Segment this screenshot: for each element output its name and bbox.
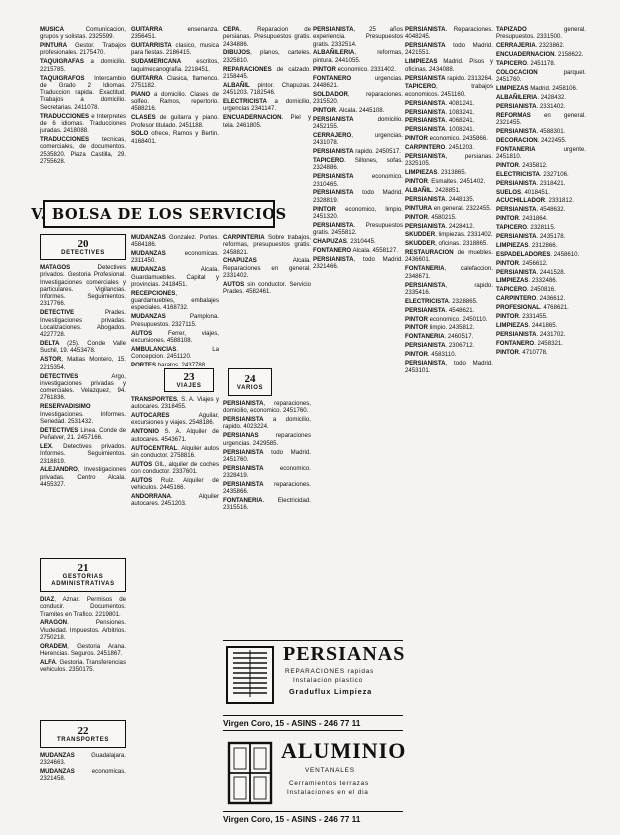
section-label: GESTORIAS ADMINISTRATIVAS xyxy=(51,574,115,587)
classified-ad: CERRAJERO, urgencias. 2431078. xyxy=(313,132,403,147)
classified-ad: SOLO ofrece, Ramos y Bertin. 4168401. xyxy=(131,130,219,145)
classified-ad: TAPICERO. 2450816. xyxy=(496,286,556,294)
column-2-viajes xyxy=(131,396,219,816)
classified-ad: ELECTRICISTA. 2328865. xyxy=(405,297,478,305)
classified-ad: FONTANERIA. 2460517. xyxy=(405,333,474,341)
classified-ad: PERSIANISTA. 4548632. xyxy=(496,206,566,214)
classified-ad: PINTURA en general. 2322455. xyxy=(405,204,492,212)
classified-ad: FONTANERIA urgente. 2451810. xyxy=(496,145,586,160)
classified-ad: GUITARRISTA clasico, musica para fiestas. 2186415. xyxy=(131,42,219,57)
classified-ad: FONTANERO Alcala. 4558127. xyxy=(313,246,398,254)
section-number: 22 xyxy=(77,724,89,737)
classified-ad: PERSIANISTA domicilio. 2452155. xyxy=(313,115,403,131)
classified-ad: GUITARRA Clasica, flamenco. 2751182. xyxy=(131,74,219,89)
ad-aluminio-line-2: Cerramientos terrazas xyxy=(289,780,370,787)
classified-ad: PERSIANISTA. Reparaciones. 4048245. xyxy=(405,26,493,41)
classified-ad: TRANSPORTES, S. A. Viajes y autocares. 2318455. xyxy=(131,396,219,411)
classified-ad: MATAGOS Detectives privados. Gestoria Profesional. Investigaciones comerciales y particulares. Vigilancias. Informes. Seguimientos. 2317766. xyxy=(40,264,126,308)
classified-ad: PINTOR economico, limpio. 2451320. xyxy=(313,205,403,220)
classified-ad: PERSIANISTA. 4548621. xyxy=(405,306,475,314)
section-number: 20 xyxy=(77,237,89,250)
classified-ad: TAQUIGRAFOS Intercambio de Grado 2 Idiomas. Traduccion rapida. Exactitud. Trabajos a domicilio. Secretarias. 2411078. xyxy=(40,74,126,111)
classified-ad: ESPADELADORES. 2458610. xyxy=(496,250,580,258)
section-banner xyxy=(31,200,287,228)
classified-ad: TRADUCCIONES e Interpretes de 6 idiomas. Traducciones juradas. 2418088. xyxy=(40,112,126,135)
classified-ad: PERSIANISTA, rapido. 2335416. xyxy=(405,281,493,296)
classified-ad: PERSIANISTA rapido. 2313264. xyxy=(405,74,493,82)
classified-ad: PERSIANISTA reparaciones. 2435866. xyxy=(223,480,311,496)
ad-aluminio-title: ALUMINIO xyxy=(281,738,407,763)
classified-ad: CLASES de guitarra y piano. Profesor titulado. 2451188. xyxy=(131,114,219,129)
ad-aluminio-line-3: Instalaciones en el dia xyxy=(287,789,369,796)
classified-ad: LIMPIEZAS. 2313865. xyxy=(405,169,467,177)
classified-ad: ENCUADERNACION. 2158622. xyxy=(496,51,584,59)
classified-ad: ASTOR, Matias Montero, 15. 2215354. xyxy=(40,356,126,371)
classified-ad: MUSICA Comunicacion, grupos y solistas. 2325599. xyxy=(40,26,126,41)
column-3-services xyxy=(223,234,311,364)
section-box-detectives xyxy=(40,234,126,260)
ad-aluminio xyxy=(223,730,407,827)
classified-ad: FONTANERIA, calefaccion. 2348671. xyxy=(405,265,493,280)
classified-ad: AMBULANCIAS. La Concepcion. 2451120. xyxy=(131,345,219,361)
section-label: DETECTIVES xyxy=(61,249,105,256)
classified-ad: PERSIANISTA, 25 años experiencia. Presupuestos gratis. 2332514. xyxy=(313,26,403,48)
classified-ad: PINTOR. 2435812. xyxy=(496,161,548,169)
column-6 xyxy=(496,26,586,816)
classified-ad: AUTOS sin conductor. Servicio Prades. 4582461. xyxy=(223,280,311,296)
ad-persianas-address: Virgen Coro, 15 - ASINS - 246 77 11 xyxy=(223,715,403,728)
section-banner-title: V. BOLSA DE LOS SERVICIOS xyxy=(31,205,287,223)
section-label: VARIOS xyxy=(236,384,264,391)
classified-ad: PERSIANISTA. 2318421. xyxy=(496,179,566,187)
classified-ad: PERSIANISTA todo Madrid. 2328819. xyxy=(313,189,403,204)
classified-ad: ARAGON. Pensiones. Viudedad. Impuestos. Arbitrios. 2750218. xyxy=(40,619,126,642)
window-blind-illustration xyxy=(225,645,277,707)
classified-ad: CARPINTERO. 2451203. xyxy=(405,144,475,152)
classified-ad: ALBAÑILERIA. 2428432. xyxy=(496,93,567,101)
ad-aluminio-line-1: VENTANALES xyxy=(305,767,355,774)
classified-ad: PERSIANISTA todo Madrid. 2451760. xyxy=(223,448,311,463)
classified-ad: DETECTIVES Argo, investigaciones privadas y comerciales. Velazquez, 94. 2761836. xyxy=(40,372,126,402)
classified-ad: DIAZ, Aznar. Permisos de conducir. Documentos. Tramites en Trafico. 2219801. xyxy=(40,596,126,618)
classified-ad: LIMPIEZAS Madrid. Pisos y oficinas. 2434088. xyxy=(405,58,493,73)
classified-ad: PINTOR. Alcala. 2445108. xyxy=(313,106,385,114)
classified-ad: SKUDDER, oficinas. 2318865. xyxy=(405,240,488,248)
classified-ad: ALEJANDRO, Investigaciones privadas. Centro Alcala. 4455327. xyxy=(40,466,126,489)
classified-ad: MUDANZAS economicas. 2321458. xyxy=(40,768,126,783)
classified-ad: DIBUJOS, planos, carteles. 2325810. xyxy=(223,49,311,64)
classified-ad: PINTOR. 4580215. xyxy=(405,213,457,221)
classified-ad: TAPIZADO general. Presupuestos. 2331500. xyxy=(496,26,586,41)
classified-ad: PINTOR. Esmaltes. 2451402. xyxy=(405,178,486,186)
classified-ad: ELECTRICISTA. 2327106. xyxy=(496,170,569,178)
classified-ad: ELECTRICISTA a domicilio, urgencias 2341147. xyxy=(223,98,311,113)
classified-ad: PROFESIONAL. 4768621. xyxy=(496,304,569,312)
classified-ad: MUDANZAS economicas. 2311450. xyxy=(131,250,219,265)
classified-ad: REPARACIONES de calzado. 2158445. xyxy=(223,65,311,80)
section-number: 21 xyxy=(77,562,89,574)
classified-ad: PERSIANISTA. 2428412. xyxy=(405,222,475,230)
classified-ad: ORADEM, Gestoria Arana. Herencias. Seguros. 2451867. xyxy=(40,642,126,658)
column-1-transportes xyxy=(40,752,126,812)
classified-ad: CERRAJERIA. 2323862. xyxy=(496,42,565,50)
ad-persianas-line-3: Graduflux Limpieza xyxy=(289,687,372,696)
classified-ad: AUTOCARES Aguilar, excursiones y viajes. 2548186. xyxy=(131,412,219,427)
classified-ad: LIMPIEZAS. 2312866. xyxy=(496,241,558,249)
classified-ad: TAPICERO. 2328115. xyxy=(496,224,556,232)
classified-ad: ALBAÑIL pintor. Chapuzas. 2451203. 7182546. xyxy=(223,81,311,97)
section-box-varios xyxy=(228,368,272,396)
classified-ad: PERSIANISTA economico. 2310465. xyxy=(313,173,403,188)
classified-ad: TAPICERO. 2451178. xyxy=(496,59,556,67)
classified-ad: AUTOCENTRAL. Alquiler autos sin conductor. 2758816. xyxy=(131,444,219,459)
classified-ad: SUDAMERICANA escritos, taquimecanografia. 2218451. xyxy=(131,58,219,73)
section-box-transportes xyxy=(40,720,126,748)
ad-persianas-line-2: Instalacion plastico xyxy=(293,677,363,684)
classified-ad: PINTURA Gestor. Trabajos profesionales. 2175470. xyxy=(40,42,126,57)
classified-ad: PIANO a domicilio. Clases de solfeo. Ramos, repertorio. 4588216. xyxy=(131,90,219,113)
classified-ad: CARPINTERO. 2436612. xyxy=(496,295,566,303)
classified-ad: SUELOS. 4018451. xyxy=(496,188,550,196)
classified-ad: AUTOS GIL, alquiler de coches con conductor. 2337601. xyxy=(131,460,219,476)
classified-ad: PERSIANISTA. 2331402. xyxy=(496,102,566,110)
classified-ad: AUTOS Ruiz. Alquiler de vehiculos. 2445166. xyxy=(131,476,219,492)
classified-ad: SOLDADOR, reparaciones. 2315520. xyxy=(313,90,403,106)
classified-ad: PERSIANISTA. 4081241. xyxy=(405,99,475,107)
classified-ad: PERSIANISTA. 1083241. xyxy=(405,108,475,116)
column-1-detectives xyxy=(40,264,126,554)
classified-ad: CEPA. Reparacion de persianas. Presupuestos gratis. 2434886. xyxy=(223,26,311,48)
classified-ad: PINTOR limpio. 2435812. xyxy=(405,324,475,332)
classified-ad: PERSIANISTA. Presupuestos gratis. 2455812. xyxy=(313,221,403,237)
classified-ad: MUDANZAS Guadalajara. 2324663. xyxy=(40,752,126,767)
classified-ad: DETECTIVES Linea. Conde de Peñalver, 21. 2457166. xyxy=(40,426,126,442)
classified-ad: ALFA. Gestoria. Transferencias vehiculos. 2350175. xyxy=(40,659,126,674)
section-box-gestorias xyxy=(40,558,126,592)
classified-ad: LIMPIEZAS. 2441865. xyxy=(496,321,558,329)
section-box-viajes xyxy=(164,368,214,392)
classified-ad: PINTOR. 2431864. xyxy=(496,215,548,223)
classified-ad: TAPICERO, trabajos economicos. 2451160. xyxy=(405,83,493,98)
classified-ad: CHAPUZAS. 2310445. xyxy=(313,238,376,246)
classified-ad: PINTOR. 2331455. xyxy=(496,313,548,321)
classified-ad: PINTOR economico. 2435866. xyxy=(405,135,488,143)
classified-ad: LEX. Detectives privados. Informes. Seguimientos. 2318819. xyxy=(40,442,126,465)
classified-ad: DELTA (25). Conde Valle Suchil, 19. 4453478. xyxy=(40,340,126,355)
column-4 xyxy=(313,26,403,638)
classified-ad: DECORACION. 2422455. xyxy=(496,136,567,144)
classified-ad: PINTOR. 4583110. xyxy=(405,351,457,359)
column-3-top xyxy=(223,26,311,191)
classified-ad: PERSIANISTA todo Madrid. 2421551. xyxy=(405,42,493,57)
classified-ad: FONTANERIA. Electricidad. 2315516. xyxy=(223,497,311,512)
classified-ad: ALBAÑIL. 2428851. xyxy=(405,186,461,194)
classified-ad: PERSIANISTA. 2431702. xyxy=(496,330,566,338)
classified-ad: PINTOR economico. 2331402. xyxy=(313,65,396,73)
classified-ad: SKUDDER, limpiezas. 2331402. xyxy=(405,231,493,239)
section-label: VIAJES xyxy=(176,382,202,389)
classified-ad: PERSIANISTA a domicilio, rapido. 4023224. xyxy=(223,416,311,431)
classified-ad: PERSIANISTA, reparaciones, domicilio, economico. 2451760. xyxy=(223,400,311,415)
classified-ad: PERSIANISTA economico. 2328419. xyxy=(223,464,311,480)
column-1-top xyxy=(40,26,126,191)
classified-ad: PERSIANISTA rapido. 2450517. xyxy=(313,148,401,156)
classified-ad: FONTANERO urgencias. 2448621. xyxy=(313,74,403,89)
classified-ad: LIMPIEZAS. 2332486. xyxy=(496,277,558,285)
classified-ad: PERSIANISTA. 4068241. xyxy=(405,117,475,125)
classified-ad: TAQUIGRAFAS a domicilio. 2215785. xyxy=(40,58,126,73)
classified-ad: PORTES baratos. 2437788. xyxy=(131,361,207,366)
classified-ad: PINTOR economico. 2450110. xyxy=(405,315,488,323)
classified-ad: ALBAÑILERIA, reformas, pintura. 2441055. xyxy=(313,49,403,64)
classified-ad: MUDANZAS Gonzalez. Portes. 4584186. xyxy=(131,234,219,249)
classified-ad: PERSIANISTA. 2435178. xyxy=(496,233,566,240)
classified-ad: COLOCACION parquet. 2451760. xyxy=(496,68,586,84)
section-label: TRANSPORTES xyxy=(57,736,109,743)
classified-ad: RECEPCIONES, guardamuebles, embalajes especiales. 4168732. xyxy=(131,289,219,312)
ad-persianas xyxy=(223,640,406,729)
classified-ad: TAPICERO. Sillones, sofas. 2324886. xyxy=(313,157,403,172)
classified-ad: TRADUCCIONES tecnicas, comerciales, de documentos. 2535820. Plaza Castilla, 29. 2755628. xyxy=(40,136,126,166)
classified-ad: FONTANERO. 2458321. xyxy=(496,339,563,347)
ad-persianas-title: PERSIANAS xyxy=(283,643,406,665)
column-2-top xyxy=(131,26,219,191)
classified-ad: AUTOS Ferrer, viajes, excursiones. 4588108. xyxy=(131,329,219,344)
column-3-varios xyxy=(223,400,311,636)
classified-ad: RESERVADISIMO Investigaciones. Informes. Seriedad. 2531432. xyxy=(40,403,126,425)
window-frame-illustration xyxy=(225,739,277,809)
column-1-gestorias xyxy=(40,596,126,716)
column-5 xyxy=(405,26,493,816)
ad-persianas-line-1: REPARACIONES rapidas xyxy=(285,668,375,675)
classified-ad: MUDANZAS Pamplona. Presupuestos. 2327115. xyxy=(131,313,219,328)
classified-ad: PERSIANISTA. 1008241. xyxy=(405,126,475,134)
classified-ad: LIMPIEZAS Madrid. 2458106. xyxy=(496,85,578,93)
classified-ad: PINTOR. 4710778. xyxy=(496,348,548,356)
classified-ad: RESTAURACION de muebles. 2436601. xyxy=(405,249,493,264)
classified-ad: ACUCHILLADOR. 2331812. xyxy=(496,197,574,205)
classified-ad: GUITARRA ensenanza. 2356451. xyxy=(131,26,219,41)
column-2-mudanzas xyxy=(131,234,219,366)
ad-aluminio-address: Virgen Coro, 15 - ASINS - 246 77 11 xyxy=(223,811,403,824)
classified-ad: PERSIANISTA. 4588301. xyxy=(496,127,566,135)
classified-ad: CARPINTERIA Sobre trabajos, reformas, presupuestos gratis. 2458821. xyxy=(223,234,311,256)
section-number: 24 xyxy=(244,372,256,385)
classified-ad: CHAPUZAS Alcala. Reparaciones en general. 2331402. xyxy=(223,257,311,280)
classified-ad: PINTOR. 2456612. xyxy=(496,259,548,267)
classified-ad: PERSIANISTA, persianas. 2325105. xyxy=(405,152,493,168)
classified-ad: PERSIANISTA. 2448135. xyxy=(405,195,475,203)
classified-ad: PERSIANISTA. 2441528. xyxy=(496,268,566,276)
classified-ad: PERSIANISTA. 2306712. xyxy=(405,342,475,350)
classified-ad: MUDANZAS Alcala. Guardamuebles. Capital y provincias. 2418451. xyxy=(131,266,219,288)
classified-ad: PERSIANISTA, todo Madrid. 2453101. xyxy=(405,359,493,375)
classified-ad: ANTONIO S. A. Alquiler de autocares. 4543671. xyxy=(131,428,219,443)
classified-ad: ENCUADERNACION. Piel y tela. 2461805. xyxy=(223,114,311,129)
section-number: 23 xyxy=(183,370,195,383)
classified-ad: REFORMAS en general. 2321455. xyxy=(496,111,586,127)
classified-ad: PERSIANISTA, todo Madrid. 2321466. xyxy=(313,255,403,271)
classified-ad: DETECTIVE Prades. Investigaciones privadas. Localizaciones. Abogados. 4227728. xyxy=(40,309,126,339)
classified-ad: PERSIANAS reparaciones urgencias. 2429585. xyxy=(223,432,311,447)
classified-ad: ANDORRANA. Alquiler autocares. 2451203. xyxy=(131,493,219,508)
